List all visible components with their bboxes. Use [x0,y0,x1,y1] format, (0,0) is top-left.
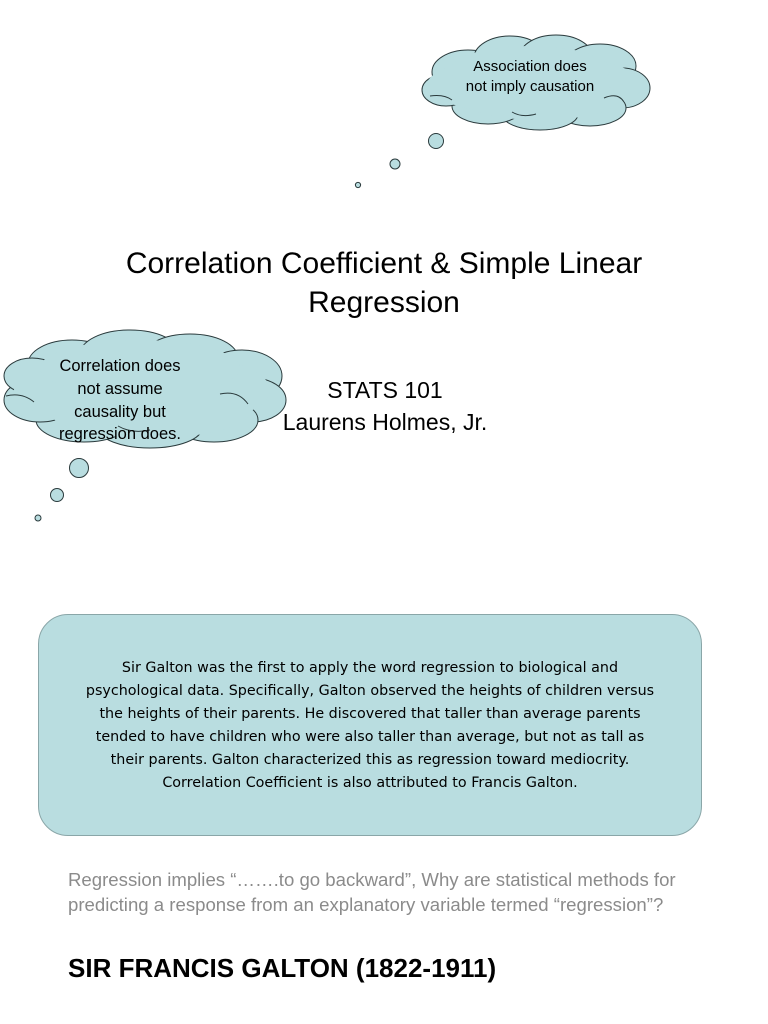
cloud-caption-correlation [45,355,195,446]
cloud-caption-line: causality but [74,402,166,421]
cloud-caption-association [440,57,620,96]
cloud-caption-line: not assume [77,379,163,398]
galton-heading: SIR FRANCIS GALTON (1822-1911) [68,953,497,983]
galton-info-box [38,614,702,836]
course-name: STATS 101 [327,377,443,403]
cloud-caption-line: Association does [473,58,587,75]
cloud-caption-line: Correlation does [59,357,181,375]
cloud-caption-line: not imply causation [465,77,595,95]
regression-question: Regression implies “…….to go backward”, Why are statistical methods for predicting a response from an explanatory variable termed “regression”? [68,869,676,915]
cloud-caption-line: regression does. [59,425,181,444]
presenter-name: Laurens Holmes, Jr. [282,409,488,435]
slide-title: Correlation Coefficient & Simple Linear Regression [125,247,643,319]
slide-subtitle [250,374,520,438]
galton-info-text: Sir Galton was the first to apply the word regression to biological and psychological data. Specifically, Galton observed the heights of children versus the heights of their parents. He discovered that taller than average parents tended to have children who were also taller than average, but not as tall as their parents. Galton characterized this as regression toward mediocrity. Correlation Coefficient is also attributed to Francis Galton. [85,660,655,791]
